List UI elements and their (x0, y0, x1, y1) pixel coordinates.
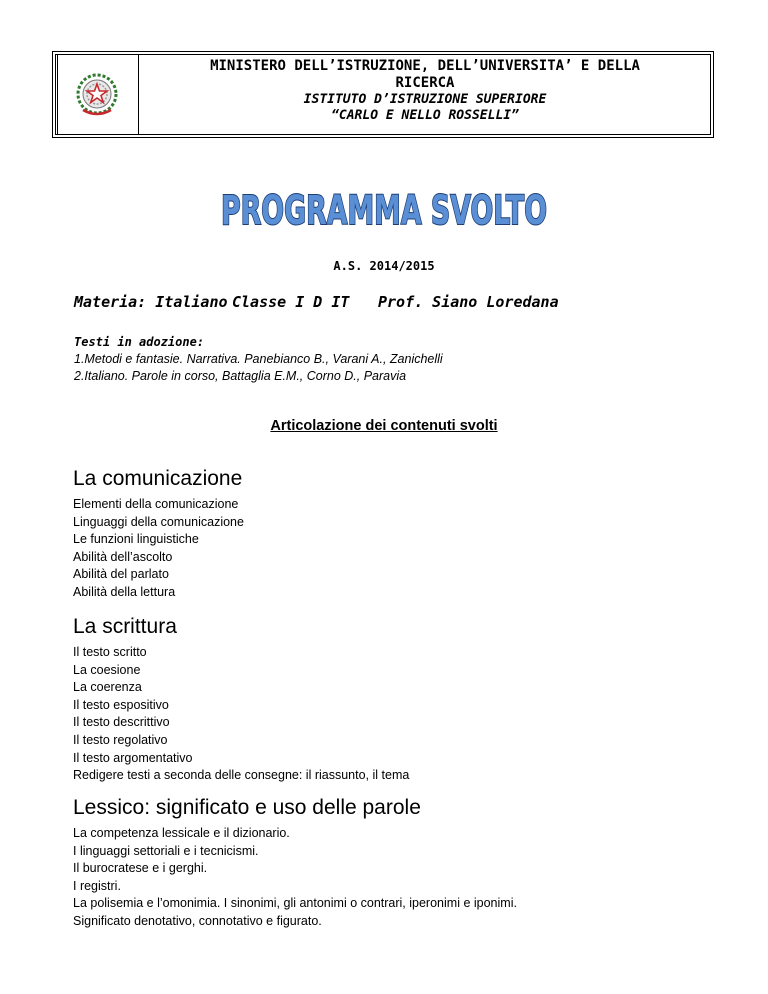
teacher: Prof. Siano Loredana (378, 293, 559, 311)
textbooks-label: Testi in adozione: (74, 335, 205, 349)
list-item: I registri. (73, 878, 121, 893)
list-item: Redigere testi a seconda delle consegne: il riassunto, il tema (73, 768, 410, 783)
list-item: Il testo regolativo (73, 732, 168, 747)
section-title: La scrittura (73, 615, 177, 638)
list-item: Elementi della comunicazione (73, 497, 239, 511)
section-comunicazione (73, 466, 244, 602)
textbooks (74, 334, 443, 385)
italian-republic-emblem-icon (75, 72, 119, 118)
list-item: Abilità dell’ascolto (73, 549, 173, 564)
program-title-text: PROGRAMMA SVOLTO (221, 188, 547, 234)
list-item: Il burocratese e i gerghi. (73, 861, 208, 876)
section-scrittura (73, 614, 409, 785)
list-item: Abilità del parlato (73, 567, 169, 582)
letterhead-text (141, 58, 709, 124)
list-item: La coesione (73, 662, 141, 677)
list-item: Il testo argomentativo (73, 750, 193, 765)
list-item: Linguaggi della comunicazione (73, 514, 244, 529)
institute-name: “CARLO E NELLO ROSSELLI” (331, 108, 519, 123)
textbook-item: 1.Metodi e fantasie. Narrativa. Panebianco B., Varani A., Zanichelli (74, 352, 443, 366)
list-item: Significato denotativo, connotativo e figurato. (73, 913, 322, 928)
list-item: La polisemia e l’omonimia. I sinonimi, gli antonimi o contrari, iperonimi e iponimi. (73, 896, 517, 911)
section-lessico (73, 795, 517, 931)
ministry-name-line2: RICERCA (395, 75, 455, 91)
list-item: I linguaggi settoriali e i tecnicismi. (73, 843, 259, 858)
contents-heading: Articolazione dei contenuti svolti (270, 418, 498, 434)
emblem-cell (55, 54, 139, 135)
list-item: La competenza lessicale e il dizionario. (73, 826, 290, 840)
textbook-item: 2.Italiano. Parole in corso, Battaglia E.M., Corno D., Paravia (74, 369, 407, 383)
list-item: Il testo espositivo (73, 697, 169, 712)
letterhead (52, 51, 714, 138)
list-item: Il testo descrittivo (73, 715, 170, 730)
list-item: La coerenza (73, 680, 142, 695)
program-title (0, 186, 768, 237)
list-item: Abilità della lettura (73, 584, 176, 599)
class: Classe I D IT (232, 293, 350, 311)
section-title: Lessico: significato e uso delle parole (73, 796, 421, 819)
school-year: A.S. 2014/2015 (333, 259, 435, 273)
list-item: Le funzioni linguistiche (73, 532, 199, 547)
subject: Materia: Italiano (74, 293, 228, 311)
ministry-name-line1: MINISTERO DELL’ISTRUZIONE, DELL’UNIVERSITA’ E DELLA (210, 58, 640, 74)
list-item: Il testo scritto (73, 645, 147, 659)
institute-type: ISTITUTO D’ISTRUZIONE SUPERIORE (303, 92, 547, 107)
section-title: La comunicazione (73, 467, 243, 490)
